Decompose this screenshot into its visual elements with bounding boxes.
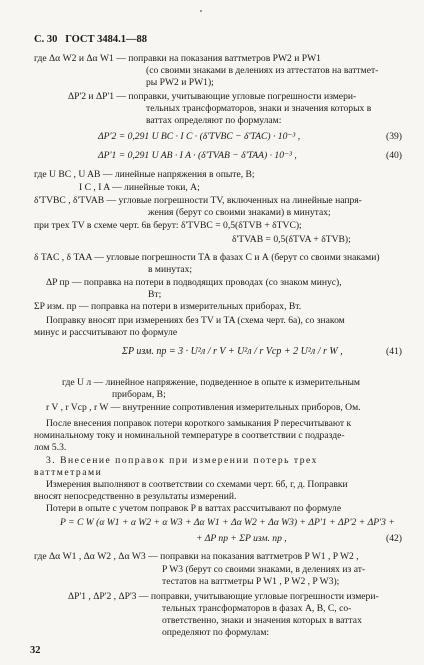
text-line: тестатов на ваттметры P W1 , P W2 , P W3);: [162, 576, 340, 587]
text-line: вносят непосредственно в результаты измерений.: [34, 491, 237, 502]
text-line: минус и рассчитывают по формуле: [34, 327, 178, 338]
text-line: Измерения выполняют в соответствии со схемами черт. 6б, г, д. Поправки: [46, 479, 348, 490]
text-line: r V , r Vср , r W — внутренние сопротивления измерительных приборов, Ом.: [46, 402, 361, 413]
equation-number: (40): [386, 150, 402, 161]
text-line: приборам, В;: [112, 389, 166, 400]
text-line: δ'TVBC , δ'TVAB — угловые погрешности TV, включенных на линейные напря-: [34, 195, 362, 206]
equation-number: (42): [386, 533, 402, 544]
page-number: 32: [30, 645, 41, 656]
formula-41: ΣP изм. пр = 3 · U²л / r V + U²л / r Vср + 2 U²л / r W ,: [122, 346, 343, 357]
formula-39: ΔP'2 = 0,291 U BC · I C · (δ'TVBC − δ'TAC) · 10⁻³ ,: [98, 131, 301, 142]
text-line: P W3 (берут со своими знаками, в делениях из ат-: [162, 564, 366, 575]
section-heading: 3. Внесение поправок при измерении потерь трех: [46, 455, 318, 466]
text-line: ΣP изм. пр — поправка на потери в измерительных приборах, Вт.: [34, 301, 302, 312]
header-page: С. 30: [34, 34, 58, 45]
text-line: где U л — линейное напряжение, подведенное в опыте к измерительным: [62, 377, 360, 388]
text-line: I C , I A — линейные токи, А;: [79, 182, 200, 193]
section-heading: ваттметрами: [34, 467, 103, 478]
text-line: Вт;: [148, 289, 162, 300]
text-line: при трех TV в схеме черт. 6в берут: δ'TVBC = 0,5(δTVB + δTVC);: [34, 220, 302, 231]
equation-number: (39): [386, 131, 402, 142]
text-line: номинальному току и номинальной температуре в соответствии с подразде-: [34, 430, 345, 441]
equation-number: (41): [386, 346, 402, 357]
text-line: ответственно, знаки и значения которых в ваттах: [162, 615, 362, 626]
text-line: Поправку вносят при измерениях без TV и TA (схема черт. 6а), со знаком: [46, 315, 345, 326]
text-line: ры PW2 и PW1);: [146, 77, 214, 88]
text-line: жения (берут со своими знаками) в минутах;: [148, 207, 331, 218]
text-line: δ'TVAB = 0,5(δTVA + δTVB);: [232, 234, 351, 245]
formula-42-line2: + ΔP пр + ΣP изм. пр ,: [196, 533, 287, 544]
page-header: [34, 34, 147, 45]
text-line: в минутах;: [148, 264, 193, 275]
text-line: лом 5.3.: [34, 442, 67, 453]
text-line: ΔP пр — поправка на потери в подводящих проводах (со знаком минус),: [46, 277, 342, 288]
formula-40: ΔP'1 = 0,291 U AB · I A · (δ'TVAB − δ'TAA) · 10⁻³ ,: [98, 150, 297, 161]
header-title: ГОСТ 3484.1—88: [65, 34, 148, 45]
text-line: где Δα W1 , Δα W2 , Δα W3 — поправки на показания ваттметров P W1 , P W2 ,: [34, 551, 359, 562]
scan-speck: [200, 10, 202, 12]
text-line: определяют по формулам:: [162, 627, 270, 638]
text-line: После внесения поправок потери короткого замыкания P пересчитывают к: [46, 418, 352, 429]
text-line: (со своими знаками в делениях из аттестатов на ваттмет-: [146, 65, 379, 76]
text-line: ΔP'2 и ΔP'1 — поправки, учитывающие угловые погрешности измери-: [68, 91, 357, 102]
text-line: где Δα W2 и Δα W1 — поправки на показания ваттметров PW2 и PW1: [34, 53, 321, 64]
text-line: ваттах определяют по формулам:: [146, 115, 282, 126]
text-line: Потери в опыте с учетом поправок P в ваттах рассчитывают по формуле: [46, 503, 342, 514]
text-line: где U BC , U AB — линейные напряжения в опыте, В;: [34, 169, 255, 180]
formula-42-line1: P = C W (α W1 + α W2 + α W3 + Δα W1 + Δα W2 + Δα W3) + ΔP'1 + ΔP'2 + ΔP'3 +: [60, 517, 395, 528]
text-line: тельных трансформаторов в фазах А, В, С, со-: [162, 603, 352, 614]
text-line: ΔP'1 , ΔP'2 , ΔP'3 — поправки, учитывающие угловые погрешности измери-: [68, 591, 379, 602]
text-line: тельных трансформаторов, знаки и значения которых в: [146, 103, 372, 114]
text-line: δ TAC , δ TAA — угловые погрешности ТА в фазах С и А (берут со своими знаками): [34, 252, 380, 263]
